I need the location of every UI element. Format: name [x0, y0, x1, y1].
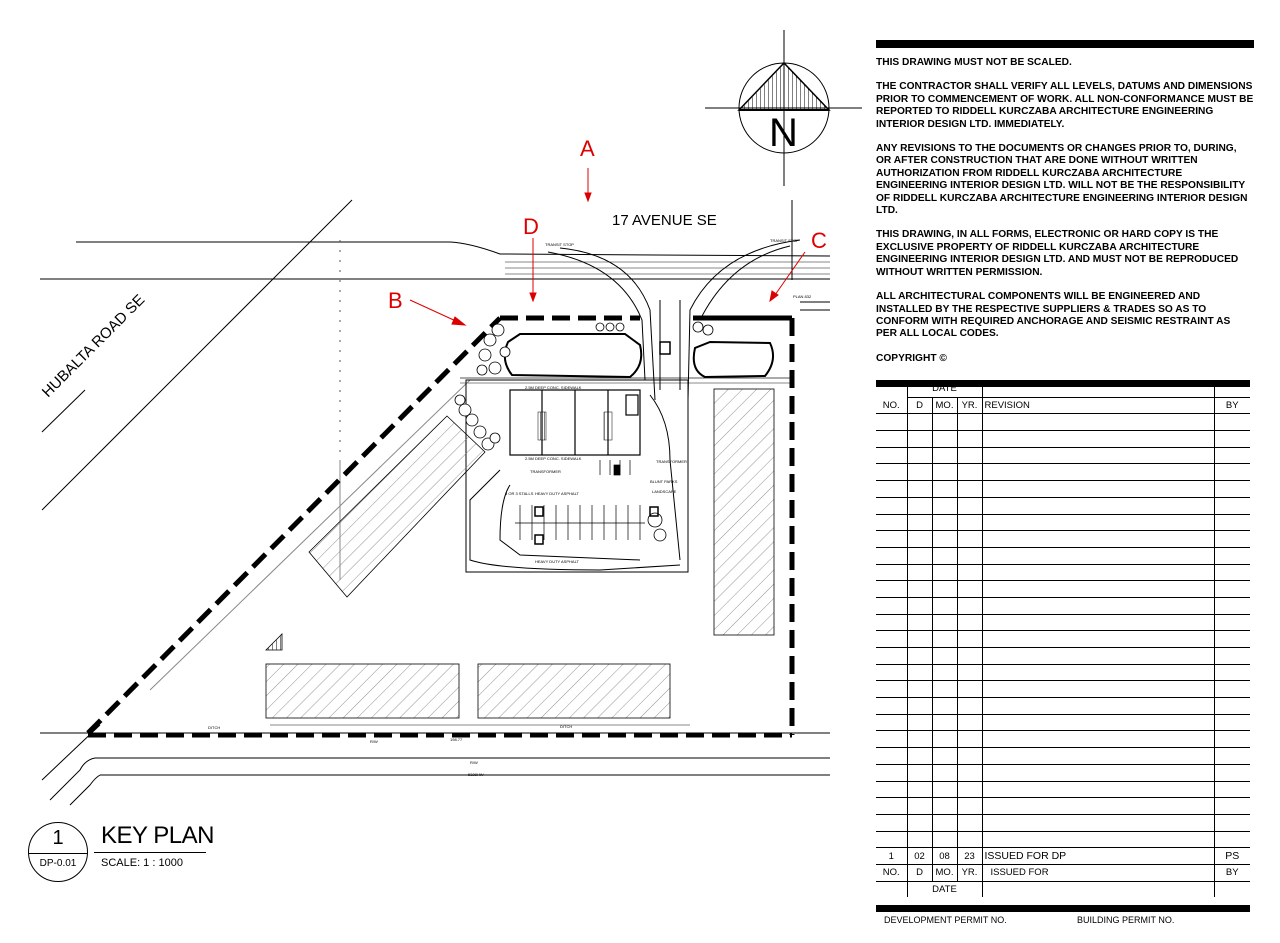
building	[510, 342, 670, 455]
svg-text:PLAN 832: PLAN 832	[793, 294, 812, 299]
note: ANY REVISIONS TO THE DOCUMENTS OR CHANGES PRIOR TO, DURING, OR AFTER CONSTRUCTION THAT ARE DONE WITHOUT WRITTEN AUTHORIZATION FROM RIDDELL KURCZABA ARCHITECTURE ENGINEERING INTERIOR DESIGN LTD. WILL NOT BE THE RESPONSIBILITY OF RIDDELL KURCZABA ARCHITECTURE ENGINEERING INTERIOR DESIGN LTD.	[876, 143, 1248, 217]
svg-text:BLUNT PARKS: BLUNT PARKS	[650, 479, 678, 484]
table-row-empty	[876, 581, 1250, 598]
copyright-note: COPYRIGHT ©	[876, 352, 947, 364]
table-row-empty	[876, 564, 1250, 581]
table-row-empty	[876, 698, 1250, 715]
table-row-empty	[876, 497, 1250, 514]
svg-text:TRANSIT STOP: TRANSIT STOP	[770, 238, 799, 243]
table-row-empty	[876, 547, 1250, 564]
note: THIS DRAWING, IN ALL FORMS, ELECTRONIC OR HARD COPY IS THE EXCLUSIVE PROPERTY OF RIDDELL KURCZABA ARCHITECTURE ENGINEERING INTERIOR DESIGN LTD. AND MUST NOT BE REPRODUCED WITHOUT WRITTEN PERMISSION.	[876, 229, 1239, 278]
building-permit-label: BUILDING PERMIT NO.	[1077, 915, 1175, 925]
svg-text:TRANSFORMER: TRANSFORMER	[656, 459, 687, 464]
north-label: N	[769, 111, 798, 155]
svg-text:LANDSCAPE: LANDSCAPE	[652, 489, 677, 494]
svg-text:HEAVY DUTY ASPHALT: HEAVY DUTY ASPHALT	[535, 559, 579, 564]
table-row-empty	[876, 681, 1250, 698]
sheet-reference: DP-0.01	[39, 858, 77, 869]
table-row-empty	[876, 831, 1250, 848]
detail-reference-circle	[28, 822, 88, 882]
table-row-empty	[876, 614, 1250, 631]
table-row-empty	[876, 764, 1250, 781]
svg-text:TRANSIT STOP: TRANSIT STOP	[545, 242, 574, 247]
key-plan-title: KEY PLAN	[101, 822, 214, 849]
future-pads	[266, 389, 774, 718]
table-row-empty	[876, 514, 1250, 531]
note: THE CONTRACTOR SHALL VERIFY ALL LEVELS, DATUMS AND DIMENSIONS PRIOR TO COMMENCEMENT OF WORK. ALL NON-CONFORMANCE MUST BE REPORTED TO RIDDELL KURCZABA ARCHITECTURE ENGINEERING INTERIOR DESIGN LTD. IMMEDIATELY.	[876, 81, 1254, 130]
date-header: DATE	[907, 381, 982, 397]
table-row-empty	[876, 597, 1250, 614]
note: THIS DRAWING MUST NOT BE SCALED.	[876, 57, 1072, 68]
view-marker-a: A	[580, 136, 595, 161]
revision-table: DATE NO. D MO. YR. REVISION BY 1 02 08 23 ISSUED FOR DP PS NO. D MO. YR. ISSUED FOR BY DATE	[876, 381, 1250, 897]
col-yr: YR.	[957, 397, 982, 414]
svg-text:5328HW: 5328HW	[468, 772, 484, 777]
footer-header-row: NO. D MO. YR. ISSUED FOR BY	[876, 864, 1250, 881]
table-row-empty	[876, 464, 1250, 481]
table-row-empty	[876, 481, 1250, 498]
view-marker-d: D	[523, 214, 539, 239]
view-marker-b: B	[388, 288, 403, 313]
table-row-empty	[876, 531, 1250, 548]
svg-text:R/W: R/W	[470, 760, 478, 765]
table-row-empty	[876, 814, 1250, 831]
general-notes	[876, 40, 1254, 377]
site-pad	[466, 380, 688, 572]
street-label-17-avenue: 17 AVENUE SE	[612, 212, 717, 229]
street-label-hubalta-road: HUBALTA ROAD SE	[38, 291, 149, 401]
development-permit-label: DEVELOPMENT PERMIT NO.	[884, 915, 1007, 925]
key-plan-scale: SCALE: 1 : 1000	[101, 857, 183, 869]
table-row: 1 02 08 23 ISSUED FOR DP PS	[876, 848, 1250, 865]
svg-text:3 OR 3 STALLS: 3 OR 3 STALLS	[505, 491, 534, 496]
table-row-empty	[876, 431, 1250, 448]
table-row-empty	[876, 731, 1250, 748]
col-mo: MO.	[932, 397, 957, 414]
ponds	[505, 334, 773, 377]
table-row-empty	[876, 414, 1250, 431]
table-row-empty	[876, 631, 1250, 648]
table-row-empty	[876, 714, 1250, 731]
col-d: D	[907, 397, 932, 414]
table-row-empty	[876, 447, 1250, 464]
note: ALL ARCHITECTURAL COMPONENTS WILL BE ENGINEERED AND INSTALLED BY THE RESPECTIVE SUPPLIERS & TRADES SO AS TO CONFORM WITH REQUIRED ANCHORAGE AND SEISMIC RESTRAINT AS PER ALL LOCAL CODES.	[876, 291, 1231, 340]
table-row-empty	[876, 798, 1250, 815]
svg-text:TRANSFORMER: TRANSFORMER	[530, 469, 561, 474]
svg-text:DITCH: DITCH	[560, 724, 573, 729]
col-by: BY	[1214, 397, 1250, 414]
table-row-empty	[876, 648, 1250, 665]
table-row-empty	[876, 748, 1250, 765]
svg-text:198.77: 198.77	[450, 737, 463, 742]
view-arrows	[410, 168, 805, 325]
col-no: NO.	[876, 397, 907, 414]
svg-text:2.5M DEEP CONC. SIDEWALK: 2.5M DEEP CONC. SIDEWALK	[525, 385, 582, 390]
view-marker-c: C	[811, 228, 827, 253]
landscaping	[455, 322, 713, 541]
col-revision: REVISION	[982, 397, 1214, 414]
north-arrow-icon	[705, 30, 862, 186]
detail-number: 1	[52, 827, 64, 849]
table-row-empty	[876, 664, 1250, 681]
svg-text:HEAVY DUTY ASPHALT: HEAVY DUTY ASPHALT	[535, 491, 579, 496]
svg-text:DITCH: DITCH	[208, 725, 221, 730]
table-row-empty	[876, 781, 1250, 798]
view-markers	[388, 136, 827, 313]
svg-text:2.5M DEEP CONC. SIDEWALK: 2.5M DEEP CONC. SIDEWALK	[525, 456, 582, 461]
svg-text:R/W: R/W	[370, 739, 378, 744]
